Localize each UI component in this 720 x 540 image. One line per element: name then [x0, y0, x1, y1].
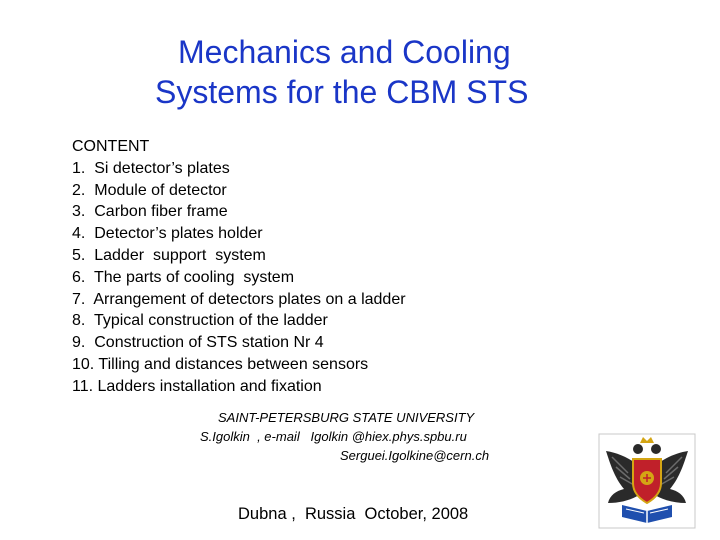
list-item: 11. Ladders installation and fixation [72, 377, 322, 395]
university-coat-of-arms-icon [598, 433, 696, 529]
footer-location-date: Dubna , Russia October, 2008 [238, 505, 469, 523]
university-name: SAINT-PETERSBURG STATE UNIVERSITY [218, 410, 475, 425]
list-item: 2. Module of detector [72, 181, 227, 199]
list-item: 6. The parts of cooling system [72, 268, 295, 286]
content-list [72, 136, 406, 398]
content-heading: CONTENT [72, 138, 150, 155]
list-item: 1. Si detector’s plates [72, 159, 230, 177]
list-item: 10. Tilling and distances between sensors [72, 355, 369, 373]
slide-title [0, 32, 720, 112]
title-line-2: Systems for the CBM STS [155, 74, 529, 110]
author-email-2: Serguei.Igolkine@cern.ch [340, 448, 490, 463]
title-line-1: Mechanics and Cooling [178, 34, 511, 70]
list-item: 4. Detector’s plates holder [72, 225, 263, 243]
list-item: 9. Construction of STS station Nr 4 [72, 334, 324, 352]
list-item: 3. Carbon fiber frame [72, 203, 228, 221]
list-item: 7. Arrangement of detectors plates on a ladder [72, 290, 406, 308]
list-item: 5. Ladder support system [72, 246, 266, 264]
author-email: S.Igolkin , e-mail Igolkin @hiex.phys.spbu.ru [200, 429, 467, 444]
affiliation-block [200, 408, 530, 465]
list-item: 8. Typical construction of the ladder [72, 312, 328, 330]
